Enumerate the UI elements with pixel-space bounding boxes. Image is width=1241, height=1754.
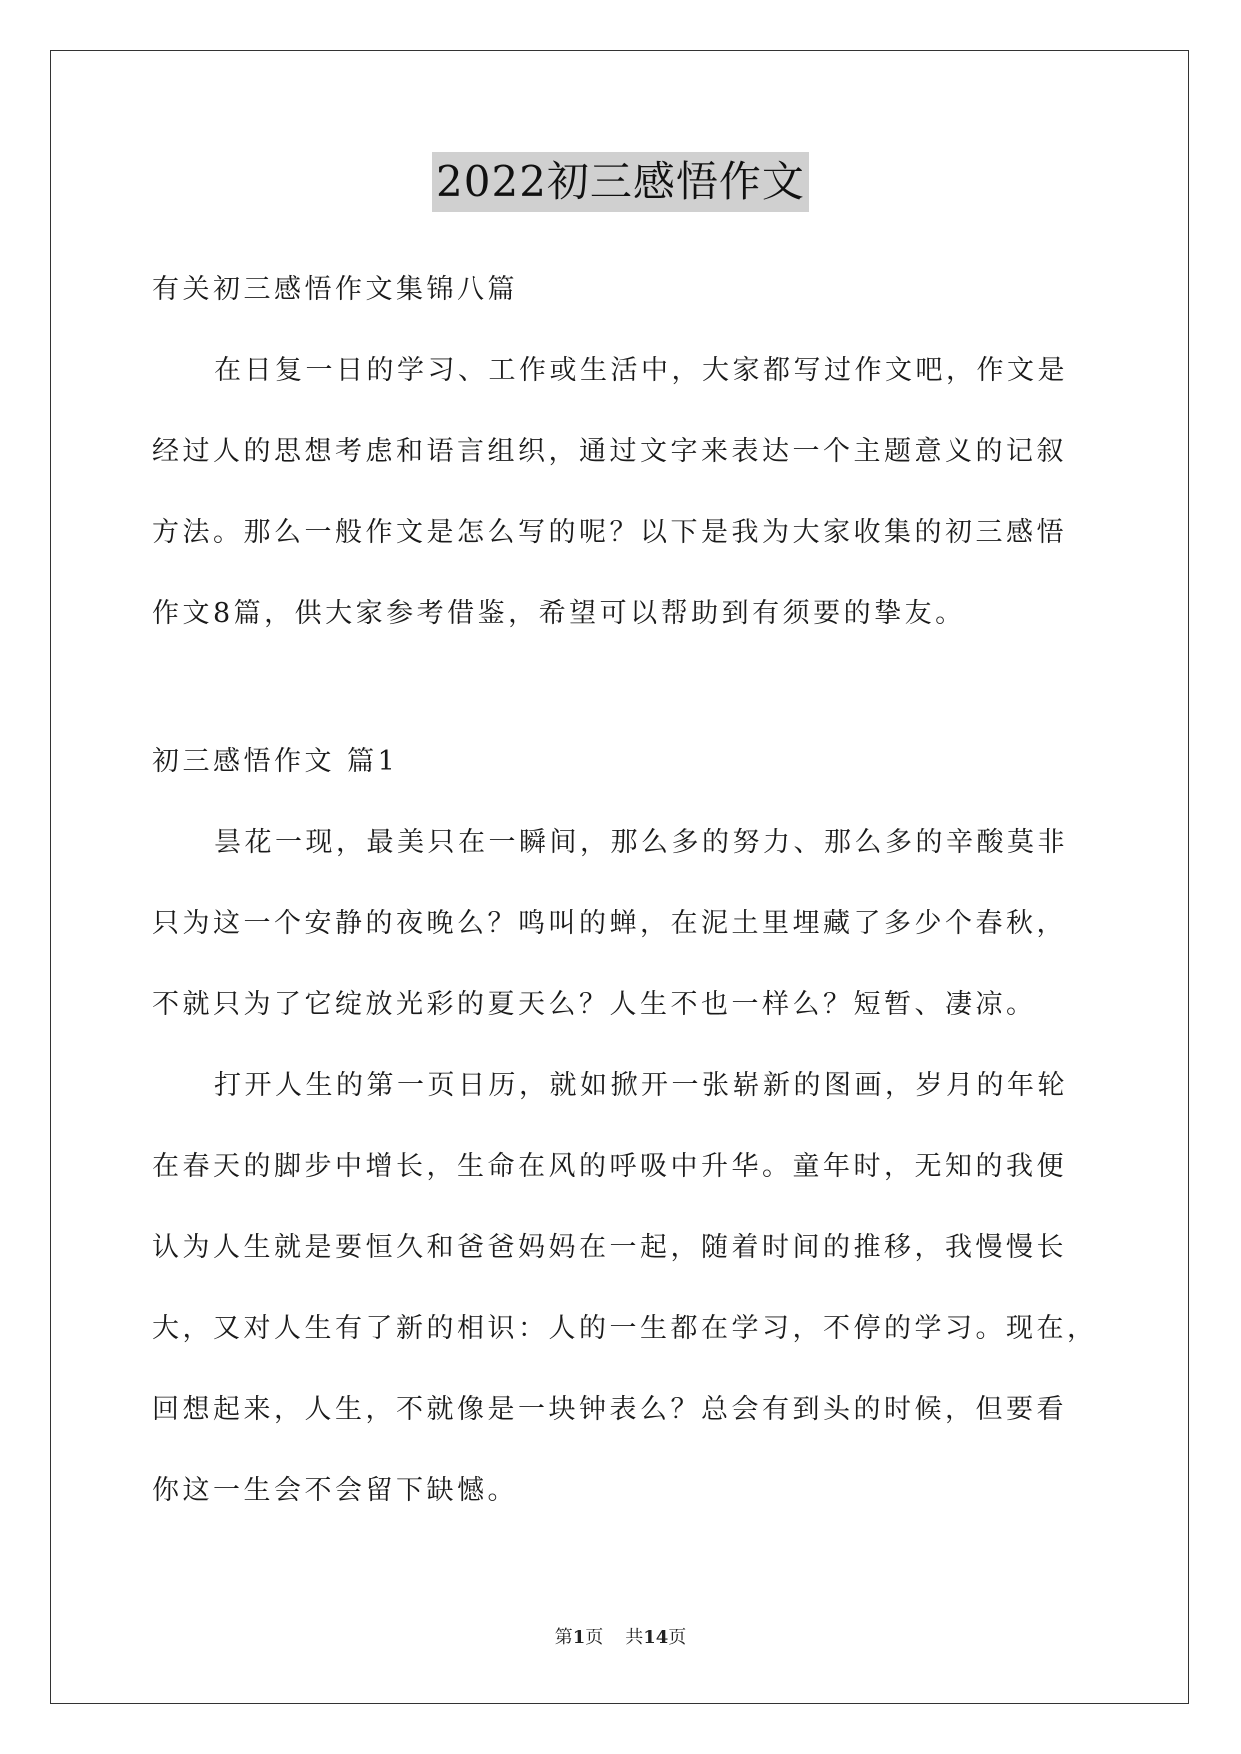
document-subtitle: 有关初三感悟作文集锦八篇 <box>152 274 518 305</box>
document-body <box>152 260 1098 1542</box>
section-heading: 初三感悟作文 篇1 <box>152 746 399 777</box>
paragraph-line: 回想起来，人生，不就像是一块钟表么？总会有到头的时候，但要看 <box>152 1394 1067 1425</box>
section-spacer <box>152 665 1092 732</box>
paragraph-line: 你这一生会不会留下缺憾。 <box>152 1475 518 1506</box>
paragraph-line: 在春天的脚步中增长，生命在风的呼吸中升华。童年时，无知的我便 <box>152 1151 1067 1182</box>
paragraph-line: 打开人生的第一页日历，就如掀开一张崭新的图画，岁月的年轮 <box>214 1070 1068 1101</box>
footer-page-number: 1 <box>572 1627 586 1648</box>
paragraph-line: 认为人生就是要恒久和爸爸妈妈在一起，随着时间的推移，我慢慢长 <box>152 1232 1067 1263</box>
footer-page-unit: 页 <box>585 1627 604 1648</box>
footer-total-pages: 14 <box>643 1627 669 1648</box>
intro-line: 经过人的思想考虑和语言组织，通过文字来表达一个主题意义的记叙 <box>152 436 1067 467</box>
footer-total-unit: 页 <box>668 1627 687 1648</box>
intro-line: 方法。那么一般作文是怎么写的呢？以下是我为大家收集的初三感悟 <box>152 517 1067 548</box>
intro-line: 在日复一日的学习、工作或生活中，大家都写过作文吧，作文是 <box>214 355 1068 386</box>
footer-page-prefix: 第 <box>554 1627 573 1648</box>
paragraph-line: 不就只为了它绽放光彩的夏天么？人生不也一样么？短暂、凄凉。 <box>152 989 1037 1020</box>
paragraph-line: 只为这一个安静的夜晚么？鸣叫的蝉，在泥土里埋藏了多少个春秋， <box>152 908 1067 939</box>
paragraph-line: 大，又对人生有了新的相识：人的一生都在学习，不停的学习。现在， <box>152 1313 1098 1344</box>
document-title: 2022初三感悟作文 <box>432 152 809 212</box>
paragraph-line: 昙花一现，最美只在一瞬间，那么多的努力、那么多的辛酸莫非 <box>214 827 1068 858</box>
footer-total-prefix: 共 <box>625 1627 644 1648</box>
document-title-container <box>0 152 1241 221</box>
page-footer <box>0 1623 1241 1653</box>
intro-line: 作文8篇，供大家参考借鉴，希望可以帮助到有须要的挚友。 <box>152 598 966 629</box>
